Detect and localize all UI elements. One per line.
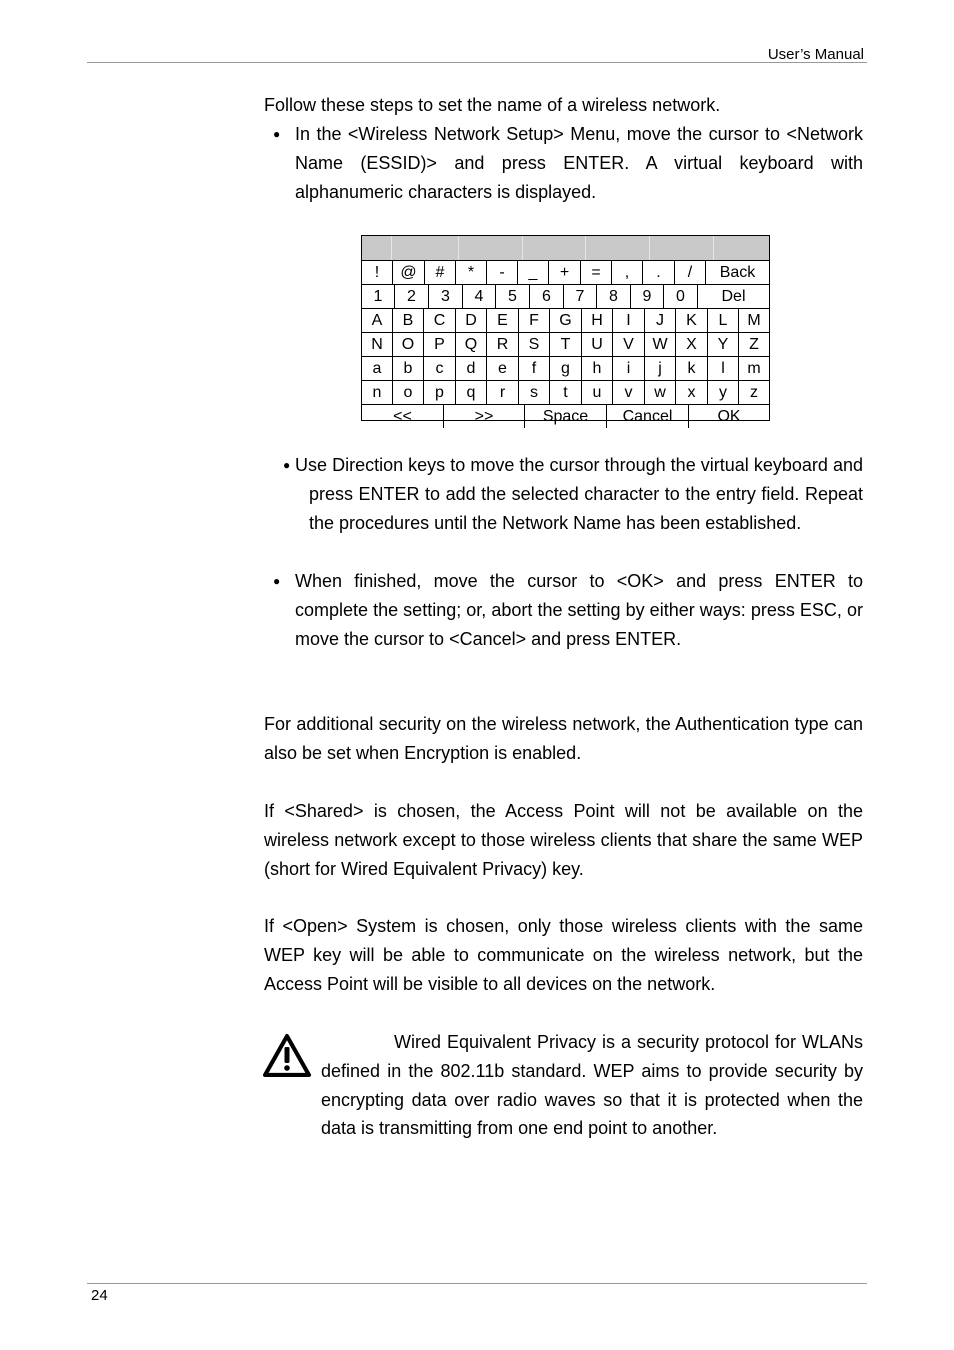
key[interactable]: N bbox=[362, 333, 393, 356]
key[interactable]: k bbox=[676, 357, 708, 380]
header-title: User’s Manual bbox=[767, 46, 864, 63]
key[interactable]: e bbox=[487, 357, 519, 380]
key[interactable]: q bbox=[456, 381, 487, 404]
key[interactable]: 1 bbox=[362, 285, 395, 308]
key[interactable]: L bbox=[708, 309, 739, 332]
key[interactable]: p bbox=[424, 381, 456, 404]
key[interactable]: 9 bbox=[631, 285, 664, 308]
keyboard-row-digits bbox=[362, 285, 769, 309]
key[interactable]: u bbox=[582, 381, 613, 404]
key[interactable]: l bbox=[708, 357, 739, 380]
key[interactable]: f bbox=[519, 357, 550, 380]
footer-divider bbox=[87, 1283, 867, 1284]
key[interactable]: n bbox=[362, 381, 393, 404]
bullet-icon: ● bbox=[283, 458, 291, 472]
caution-icon bbox=[262, 1033, 312, 1079]
key[interactable]: @ bbox=[393, 261, 425, 284]
key[interactable]: E bbox=[487, 309, 519, 332]
keyboard-row-actions bbox=[362, 405, 769, 428]
key[interactable]: a bbox=[362, 357, 393, 380]
key[interactable]: A bbox=[362, 309, 393, 332]
key[interactable]: b bbox=[393, 357, 424, 380]
note-text: Wired Equivalent Privacy is a security protocol for WLANs defined in the 802.11b standard. WEP aims to provide security by encrypting data over radio waves so that it is protected when the data is transmitting from one end point to another. bbox=[321, 1032, 863, 1139]
key[interactable]: h bbox=[582, 357, 613, 380]
key-previous[interactable]: << bbox=[362, 405, 444, 428]
bullet-icon: ● bbox=[273, 574, 281, 588]
key[interactable]: + bbox=[549, 261, 581, 284]
keyboard-row-upper-1 bbox=[362, 309, 769, 333]
key[interactable]: g bbox=[550, 357, 582, 380]
key[interactable]: w bbox=[645, 381, 676, 404]
key[interactable]: 4 bbox=[463, 285, 496, 308]
step-2-text: Use Direction keys to move the cursor through the virtual keyboard and press ENTER to add the selected character to the entry field. Repeat the procedures until the Network Name has been established. bbox=[295, 455, 863, 533]
key[interactable]: x bbox=[676, 381, 708, 404]
key[interactable]: s bbox=[519, 381, 550, 404]
key-space[interactable]: Space bbox=[525, 405, 607, 428]
key[interactable]: X bbox=[676, 333, 708, 356]
key[interactable]: c bbox=[424, 357, 456, 380]
keyboard-row-symbols bbox=[362, 261, 769, 285]
key[interactable]: , bbox=[612, 261, 643, 284]
key-cancel[interactable]: Cancel bbox=[607, 405, 689, 428]
key[interactable]: W bbox=[645, 333, 676, 356]
key[interactable]: G bbox=[550, 309, 582, 332]
key[interactable]: 7 bbox=[564, 285, 597, 308]
key[interactable]: 6 bbox=[530, 285, 564, 308]
key[interactable]: d bbox=[456, 357, 487, 380]
key[interactable]: . bbox=[643, 261, 675, 284]
key-del[interactable]: Del bbox=[721, 288, 746, 305]
key[interactable]: 8 bbox=[597, 285, 631, 308]
key[interactable]: - bbox=[487, 261, 518, 284]
key[interactable]: 3 bbox=[429, 285, 463, 308]
key[interactable]: r bbox=[487, 381, 519, 404]
key[interactable]: _ bbox=[518, 261, 549, 284]
key[interactable]: C bbox=[424, 309, 456, 332]
key[interactable]: o bbox=[393, 381, 424, 404]
key[interactable]: = bbox=[581, 261, 612, 284]
keyboard-row-lower-2 bbox=[362, 381, 769, 405]
key[interactable]: t bbox=[550, 381, 582, 404]
key[interactable]: U bbox=[582, 333, 613, 356]
key[interactable]: J bbox=[645, 309, 676, 332]
key[interactable]: 2 bbox=[395, 285, 429, 308]
key[interactable]: Q bbox=[456, 333, 487, 356]
key[interactable]: ! bbox=[362, 261, 393, 284]
intro-text: Follow these steps to set the name of a wireless network. bbox=[264, 95, 721, 115]
key[interactable]: y bbox=[708, 381, 739, 404]
key[interactable]: D bbox=[456, 309, 487, 332]
key[interactable]: R bbox=[487, 333, 519, 356]
key[interactable]: H bbox=[582, 309, 613, 332]
step-3: When finished, move the cursor to <OK> and press ENTER to complete the setting; or, abort the setting by either ways: press ESC, or move the cursor to <Cancel> and press ENTER. bbox=[295, 571, 863, 649]
key[interactable]: 0 bbox=[664, 285, 698, 308]
bullet-icon: ● bbox=[273, 127, 281, 141]
key[interactable]: O bbox=[393, 333, 424, 356]
step-1: In the <Wireless Network Setup> Menu, move the cursor to <Network Name (ESSID)> and press ENTER. A virtual keyboard with alphanumeric characters is displayed. bbox=[295, 124, 863, 202]
key[interactable]: / bbox=[675, 261, 706, 284]
key[interactable]: * bbox=[456, 261, 487, 284]
key[interactable]: T bbox=[550, 333, 582, 356]
key[interactable]: j bbox=[645, 357, 676, 380]
step-2 bbox=[295, 451, 863, 537]
key-ok[interactable]: OK bbox=[717, 408, 741, 425]
key[interactable]: B bbox=[393, 309, 424, 332]
keyboard-row-lower-1 bbox=[362, 357, 769, 381]
key[interactable]: M bbox=[747, 312, 761, 329]
auth-intro: For additional security on the wireless network, the Authentication type can also be set when Encryption is enabled. bbox=[264, 714, 863, 763]
key[interactable]: K bbox=[676, 309, 708, 332]
key[interactable]: I bbox=[613, 309, 645, 332]
virtual-keyboard bbox=[361, 235, 770, 425]
key[interactable]: P bbox=[424, 333, 456, 356]
key[interactable]: Y bbox=[708, 333, 739, 356]
key[interactable]: v bbox=[613, 381, 645, 404]
key[interactable]: Z bbox=[749, 336, 759, 353]
header-divider bbox=[87, 62, 867, 63]
key[interactable]: m bbox=[747, 360, 761, 377]
key[interactable]: 5 bbox=[496, 285, 530, 308]
keyboard-entry-bar bbox=[362, 236, 769, 261]
key-back[interactable]: Back bbox=[719, 264, 756, 281]
key[interactable]: z bbox=[750, 384, 758, 401]
key[interactable]: S bbox=[519, 333, 550, 356]
page-number: 24 bbox=[91, 1287, 108, 1304]
auth-open: If <Open> System is chosen, only those wireless clients with the same WEP key will be able to communicate on the wireless network, but the Access Point will be visible to all devices on the network. bbox=[264, 916, 863, 994]
auth-shared: If <Shared> is chosen, the Access Point will not be available on the wireless network except to those wireless clients that share the same WEP (short for Wired Equivalent Privacy) key. bbox=[264, 801, 863, 879]
key[interactable]: # bbox=[425, 261, 456, 284]
key[interactable]: i bbox=[613, 357, 645, 380]
key[interactable]: V bbox=[613, 333, 645, 356]
key[interactable]: F bbox=[519, 309, 550, 332]
keyboard-row-upper-2 bbox=[362, 333, 769, 357]
key-next[interactable]: >> bbox=[444, 405, 525, 428]
